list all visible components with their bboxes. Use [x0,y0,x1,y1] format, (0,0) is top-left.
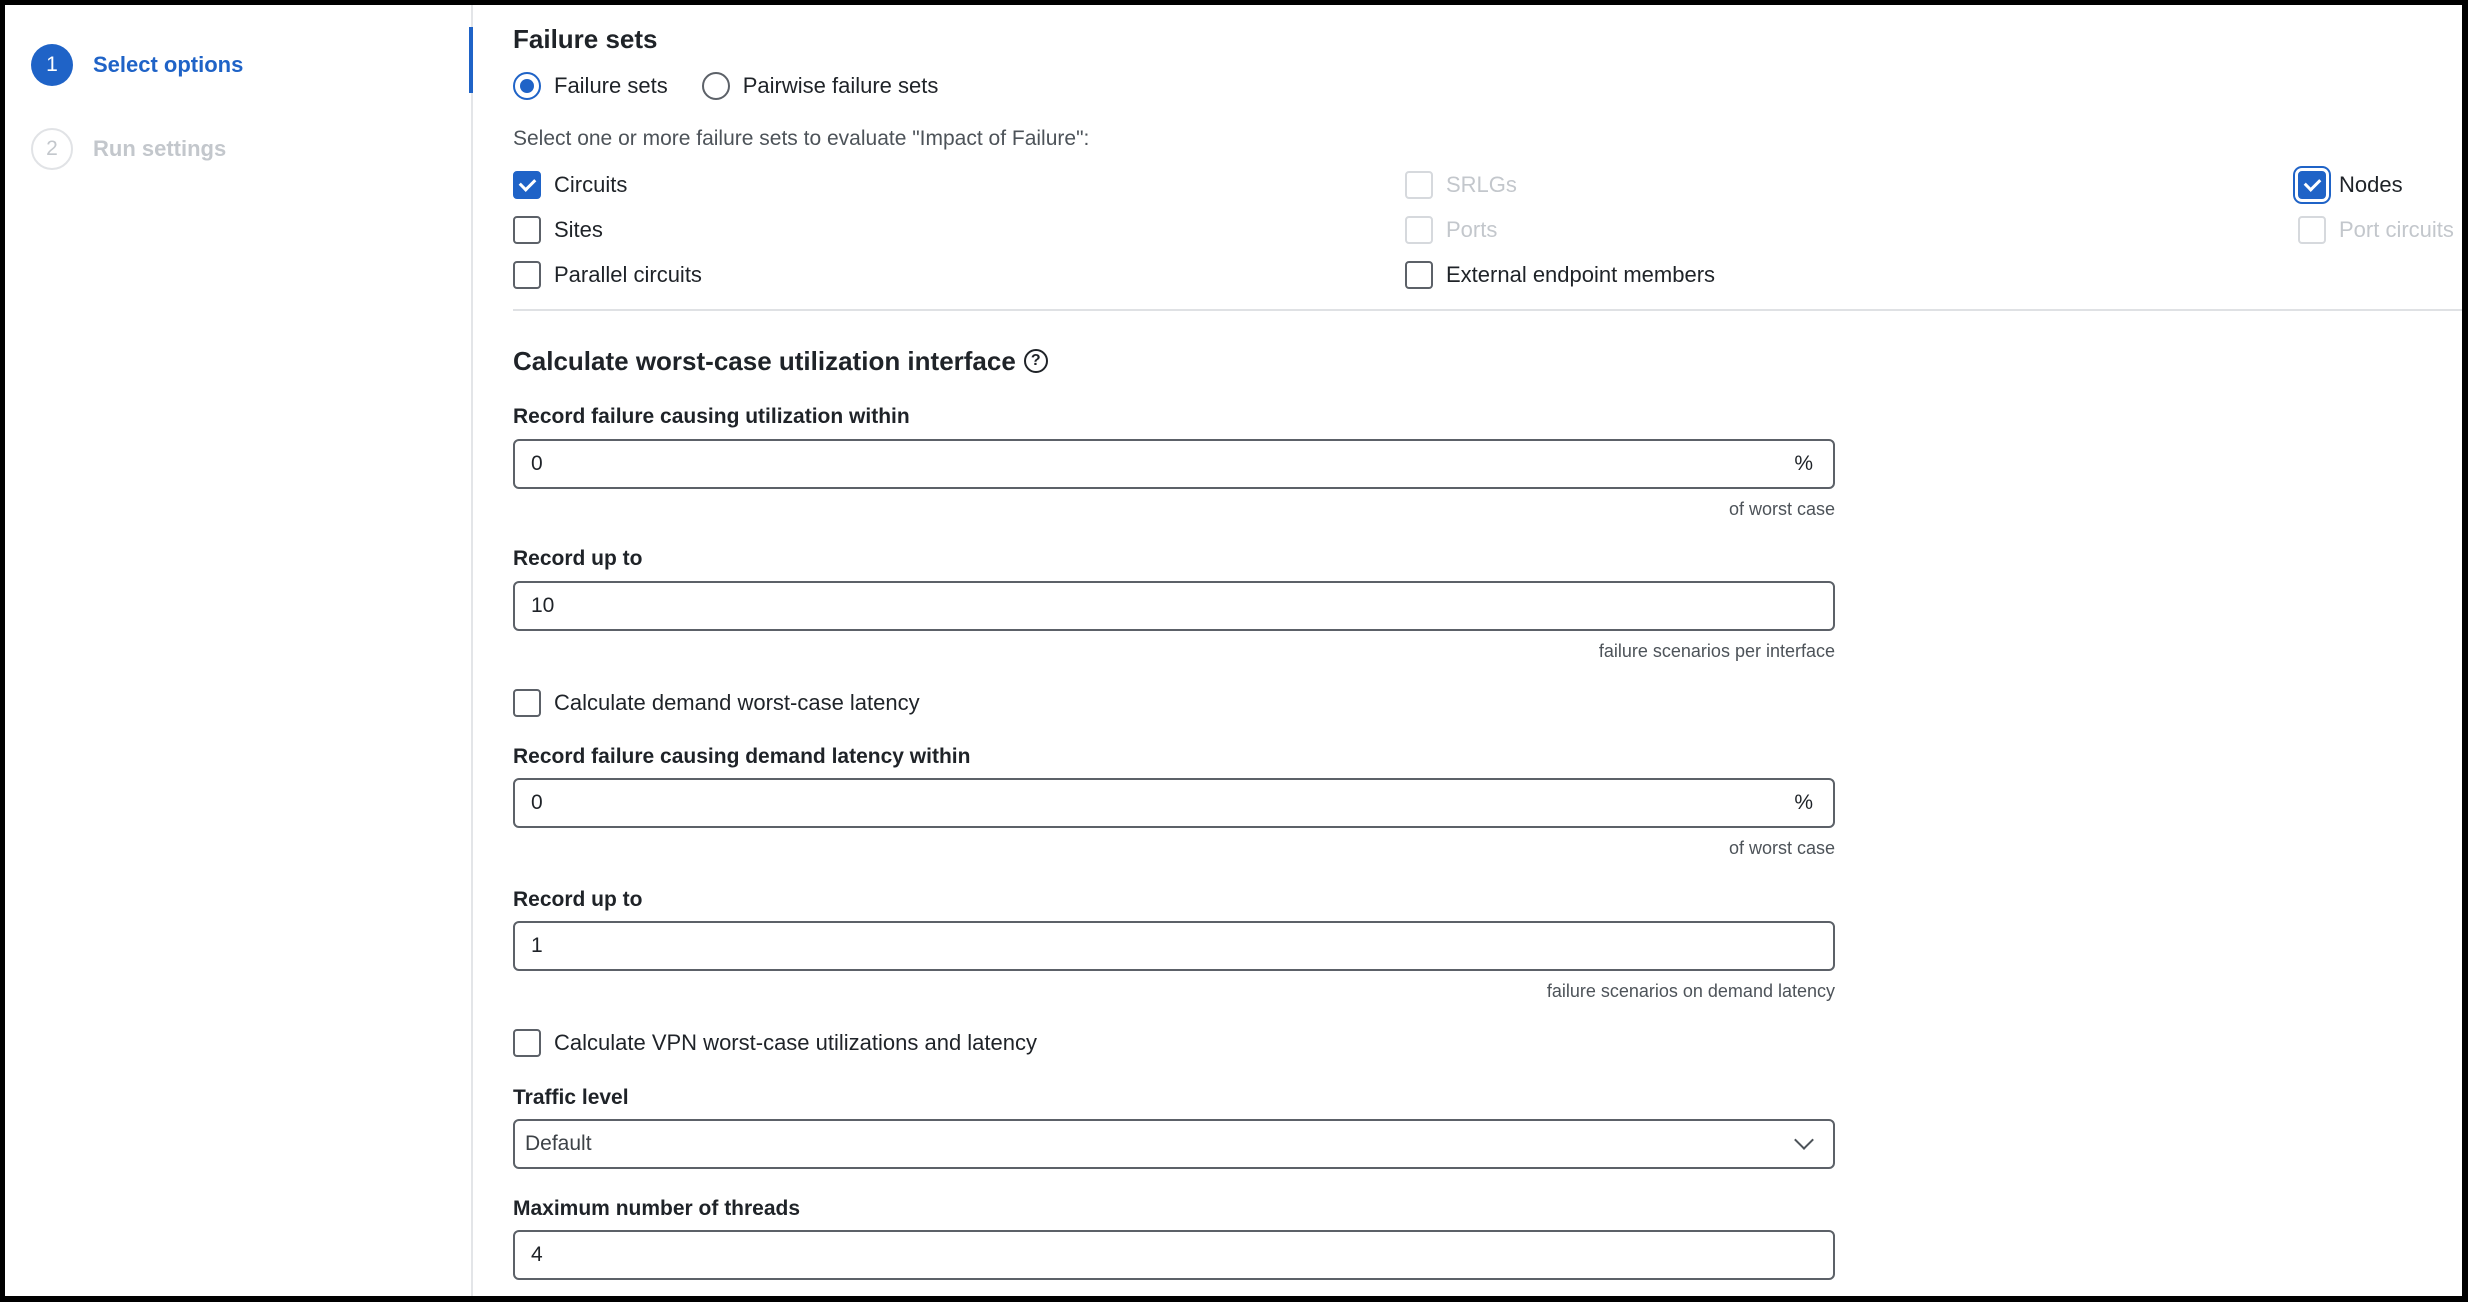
checkbox-label: External endpoint members [1446,262,1716,287]
step-label: Select options [93,52,244,77]
stepper-divider [471,5,473,1296]
checkbox-label: SRLGs [1446,172,1517,197]
chevron-down-icon[interactable] [1794,1130,1814,1150]
util-record-up-to-input[interactable] [513,581,1835,631]
active-step-indicator [469,27,473,93]
checkbox-ports [1405,216,1497,244]
latency-record-up-to-helper: failure scenarios on demand latency [1546,981,1835,1001]
checkbox-label: Sites [554,217,603,242]
run-simulation-wizard [5,5,2462,1296]
util-within-helper: of worst case [1728,499,1835,519]
max-threads-label: Maximum number of threads [513,1197,801,1220]
latency-within-label: Record failure causing demand latency within [513,745,971,768]
checkbox-sites[interactable] [513,216,603,244]
input-value: 10 [531,594,555,617]
latency-within-helper: of worst case [1728,838,1835,858]
max-threads-input[interactable] [513,1230,1835,1280]
checkbox-box[interactable] [513,171,541,199]
checkbox-nodes[interactable] [2298,171,2403,199]
util-within-label: Record failure causing utilization within [513,405,910,428]
checkbox-demand-latency[interactable] [513,689,920,717]
radio-button[interactable] [513,72,541,100]
percent-suffix: % [1794,452,1813,475]
checkbox-label: Calculate demand worst-case latency [554,690,920,715]
select-value: Default [525,1132,592,1155]
question-circle-icon[interactable]: ? [1024,349,1048,373]
checkbox-box[interactable] [513,1029,541,1057]
latency-record-up-to-label: Record up to [513,888,643,911]
checkbox-label: Port circuits [2339,217,2454,242]
percent-suffix: % [1794,791,1813,814]
checkbox-label: Ports [1446,217,1498,242]
util-record-up-to-label: Record up to [513,547,643,570]
input-value: 0 [531,452,543,475]
step-select-options[interactable] [31,44,243,86]
util-within-input[interactable] [513,439,1835,489]
input-value: 1 [531,934,543,957]
checkbox-box[interactable] [1405,261,1433,289]
failure-sets-instruction: Select one or more failure sets to evaluate "Impact of Failure": [513,127,1090,150]
checkbox-label: Circuits [554,172,628,197]
checkbox-box[interactable] [513,689,541,717]
checkbox-box [1405,216,1433,244]
section-divider [513,309,2462,311]
wizard-stepper [5,5,473,1296]
checkbox-box[interactable] [2298,171,2326,199]
worst-case-title [513,346,1048,377]
checkbox-circuits[interactable] [513,171,627,199]
radio-label: Pairwise failure sets [742,73,939,98]
checkbox-port-circuits [2298,216,2454,244]
radio-button[interactable] [702,72,730,100]
checkbox-label: Nodes [2339,172,2403,197]
radio-label: Failure sets [554,73,668,98]
step-run-settings[interactable] [31,128,226,170]
radio-pairwise-failure-sets[interactable] [702,72,939,100]
latency-record-up-to-input[interactable] [513,921,1835,971]
step-label: Run settings [93,136,227,161]
worst-case-title-text: Calculate worst-case utilization interface [513,346,1016,376]
checkbox-vpn-worst-case[interactable] [513,1029,1037,1057]
checkbox-box[interactable] [513,216,541,244]
traffic-level-select[interactable] [513,1119,1835,1169]
checkbox-external-endpoint-members[interactable] [1405,261,1715,289]
traffic-level-label: Traffic level [513,1086,629,1109]
util-record-up-to-helper: failure scenarios per interface [1598,641,1835,661]
input-value: 0 [531,791,543,814]
failure-sets-title: Failure sets [513,24,658,54]
latency-within-input[interactable] [513,778,1835,828]
checkbox-label: Parallel circuits [554,262,702,287]
checkbox-box[interactable] [513,261,541,289]
checkbox-parallel-circuits[interactable] [513,261,702,289]
radio-failure-sets[interactable] [513,72,668,100]
step-number: 2 [31,128,73,170]
options-form [513,5,2462,1296]
step-number: 1 [31,44,73,86]
input-value: 4 [531,1243,543,1266]
checkbox-box [1405,171,1433,199]
checkbox-label: Calculate VPN worst-case utilizations and latency [554,1030,1038,1055]
checkbox-box [2298,216,2326,244]
failure-mode-radio-group [513,72,972,100]
checkbox-srlgs [1405,171,1517,199]
